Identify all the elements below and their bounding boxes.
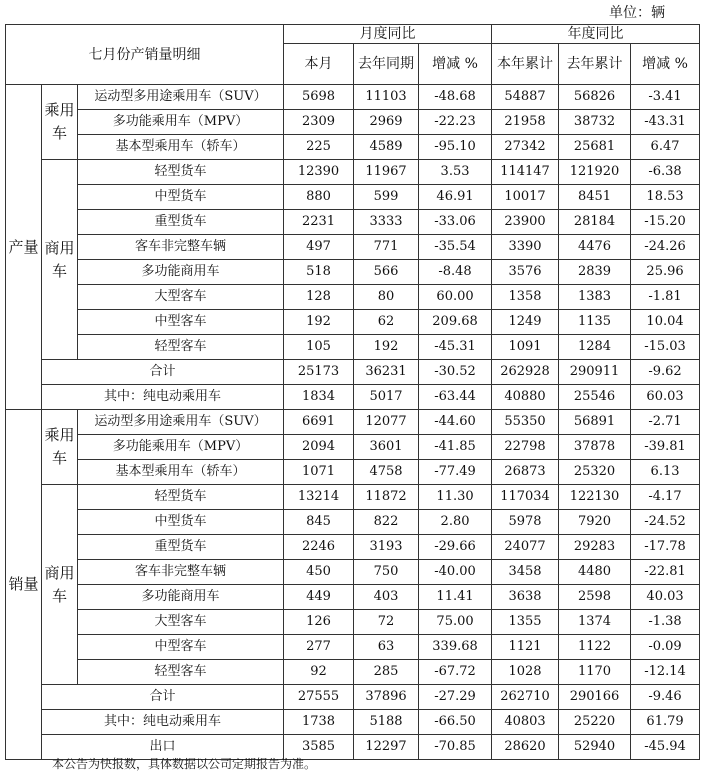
value-cell: 6.13 <box>631 460 700 485</box>
value-cell: 23900 <box>492 210 559 235</box>
value-cell: 12297 <box>354 735 419 760</box>
value-cell: 92 <box>284 660 354 685</box>
value-cell: -0.09 <box>631 635 700 660</box>
value-cell: -9.46 <box>631 685 700 710</box>
value-cell: 518 <box>284 260 354 285</box>
value-cell: 7920 <box>559 510 631 535</box>
value-cell: 25220 <box>559 710 631 735</box>
value-cell: 1355 <box>492 610 559 635</box>
value-cell: -24.26 <box>631 235 700 260</box>
row-label: 中型货车 <box>78 510 284 535</box>
value-cell: 25681 <box>559 135 631 160</box>
row-label: 重型货车 <box>78 535 284 560</box>
value-cell: 1071 <box>284 460 354 485</box>
value-cell: 1249 <box>492 310 559 335</box>
col-header-ytd: 本年累计 <box>492 44 559 85</box>
row-label: 多功能商用车 <box>78 260 284 285</box>
passenger-group-label: 乘用车 <box>42 85 78 160</box>
value-cell: 285 <box>354 660 419 685</box>
value-cell: -8.48 <box>419 260 492 285</box>
value-cell: 1170 <box>559 660 631 685</box>
row-label: 基本型乘用车（轿车） <box>78 135 284 160</box>
table-title: 七月份产销量明细 <box>6 25 284 85</box>
row-label: 大型客车 <box>78 610 284 635</box>
value-cell: -15.03 <box>631 335 700 360</box>
value-cell: 2598 <box>559 585 631 610</box>
value-cell: 3638 <box>492 585 559 610</box>
footnote: 本公告为快报数，具体数据以公司定期报告为准。 <box>52 757 317 771</box>
value-cell: 5978 <box>492 510 559 535</box>
value-cell: 1135 <box>559 310 631 335</box>
total-row <box>6 360 700 385</box>
value-cell: 28184 <box>559 210 631 235</box>
table-row <box>6 210 700 235</box>
value-cell: 11.30 <box>419 485 492 510</box>
value-cell: 63 <box>354 635 419 660</box>
value-cell: -9.62 <box>631 360 700 385</box>
value-cell: -22.23 <box>419 110 492 135</box>
value-cell: 1383 <box>559 285 631 310</box>
value-cell: 60.03 <box>631 385 700 410</box>
value-cell: -30.52 <box>419 360 492 385</box>
value-cell: -4.17 <box>631 485 700 510</box>
value-cell: 2094 <box>284 435 354 460</box>
value-cell: 117034 <box>492 485 559 510</box>
unit-label: 单位：辆 <box>609 5 665 21</box>
value-cell: 599 <box>354 185 419 210</box>
value-cell: 75.00 <box>419 610 492 635</box>
col-header-monthly-change: 增减 % <box>419 44 492 85</box>
value-cell: 54887 <box>492 85 559 110</box>
value-cell: 845 <box>284 510 354 535</box>
table-row <box>6 510 700 535</box>
value-cell: 1358 <box>492 285 559 310</box>
row-label: 中型货车 <box>78 185 284 210</box>
value-cell: -48.68 <box>419 85 492 110</box>
value-cell: 3333 <box>354 210 419 235</box>
row-label: 重型货车 <box>78 210 284 235</box>
value-cell: 339.68 <box>419 635 492 660</box>
ev-row <box>6 710 700 735</box>
value-cell: 37896 <box>354 685 419 710</box>
value-cell: 8451 <box>559 185 631 210</box>
value-cell: 4758 <box>354 460 419 485</box>
value-cell: 290166 <box>559 685 631 710</box>
table-row <box>6 85 700 110</box>
value-cell: -43.31 <box>631 110 700 135</box>
value-cell: 61.79 <box>631 710 700 735</box>
table-row <box>6 285 700 310</box>
sales-section-label: 销量 <box>6 410 42 760</box>
value-cell: -1.81 <box>631 285 700 310</box>
value-cell: 4480 <box>559 560 631 585</box>
value-cell: 1374 <box>559 610 631 635</box>
value-cell: 225 <box>284 135 354 160</box>
table-row <box>6 435 700 460</box>
value-cell: 192 <box>284 310 354 335</box>
value-cell: -22.81 <box>631 560 700 585</box>
value-cell: 25173 <box>284 360 354 385</box>
table-row <box>6 560 700 585</box>
col-header-last-year-month: 去年同期 <box>354 44 419 85</box>
row-label: 多功能乘用车（MPV） <box>78 435 284 460</box>
row-label: 运动型多用途乘用车（SUV） <box>78 85 284 110</box>
value-cell: 1284 <box>559 335 631 360</box>
total-row-label: 合计 <box>42 685 284 710</box>
table-row <box>6 585 700 610</box>
value-cell: 1122 <box>559 635 631 660</box>
value-cell: 11872 <box>354 485 419 510</box>
table-row <box>6 185 700 210</box>
value-cell: 40880 <box>492 385 559 410</box>
value-cell: 11103 <box>354 85 419 110</box>
value-cell: -45.31 <box>419 335 492 360</box>
value-cell: -12.14 <box>631 660 700 685</box>
table-row <box>6 260 700 285</box>
value-cell: 822 <box>354 510 419 535</box>
value-cell: 29283 <box>559 535 631 560</box>
row-label: 轻型货车 <box>78 160 284 185</box>
value-cell: 36231 <box>354 360 419 385</box>
value-cell: 403 <box>354 585 419 610</box>
passenger-group-label: 乘用车 <box>42 410 78 485</box>
table-row <box>6 310 700 335</box>
value-cell: 262928 <box>492 360 559 385</box>
commercial-group-label: 商用车 <box>42 160 78 360</box>
row-label: 基本型乘用车（轿车） <box>78 460 284 485</box>
value-cell: 771 <box>354 235 419 260</box>
value-cell: 2309 <box>284 110 354 135</box>
value-cell: 55350 <box>492 410 559 435</box>
value-cell: 40.03 <box>631 585 700 610</box>
value-cell: 25.96 <box>631 260 700 285</box>
table-row <box>6 610 700 635</box>
row-label: 轻型货车 <box>78 485 284 510</box>
table-row <box>6 110 700 135</box>
value-cell: -1.38 <box>631 610 700 635</box>
value-cell: 121920 <box>559 160 631 185</box>
row-label: 大型客车 <box>78 285 284 310</box>
col-header-last-ytd: 去年累计 <box>559 44 631 85</box>
value-cell: 46.91 <box>419 185 492 210</box>
value-cell: -44.60 <box>419 410 492 435</box>
value-cell: 209.68 <box>419 310 492 335</box>
value-cell: 60.00 <box>419 285 492 310</box>
production-section-label: 产量 <box>6 85 42 410</box>
total-row <box>6 685 700 710</box>
value-cell: -77.49 <box>419 460 492 485</box>
table-row <box>6 460 700 485</box>
value-cell: 28620 <box>492 735 559 760</box>
value-cell: 3576 <box>492 260 559 285</box>
yearly-group-header: 年度同比 <box>492 25 700 44</box>
value-cell: 880 <box>284 185 354 210</box>
value-cell: -40.00 <box>419 560 492 585</box>
value-cell: -24.52 <box>631 510 700 535</box>
value-cell: -63.44 <box>419 385 492 410</box>
value-cell: 12077 <box>354 410 419 435</box>
value-cell: -33.06 <box>419 210 492 235</box>
value-cell: -35.54 <box>419 235 492 260</box>
value-cell: -41.85 <box>419 435 492 460</box>
sales-production-table <box>5 24 700 760</box>
value-cell: -27.29 <box>419 685 492 710</box>
value-cell: 449 <box>284 585 354 610</box>
value-cell: 3.53 <box>419 160 492 185</box>
row-label: 客车非完整车辆 <box>78 235 284 260</box>
value-cell: 56891 <box>559 410 631 435</box>
value-cell: 21958 <box>492 110 559 135</box>
value-cell: 27342 <box>492 135 559 160</box>
value-cell: 1091 <box>492 335 559 360</box>
table-row <box>6 635 700 660</box>
value-cell: 1738 <box>284 710 354 735</box>
value-cell: 25320 <box>559 460 631 485</box>
value-cell: 262710 <box>492 685 559 710</box>
value-cell: -39.81 <box>631 435 700 460</box>
value-cell: 105 <box>284 335 354 360</box>
value-cell: 18.53 <box>631 185 700 210</box>
value-cell: 5017 <box>354 385 419 410</box>
value-cell: 56826 <box>559 85 631 110</box>
value-cell: 450 <box>284 560 354 585</box>
row-label: 中型客车 <box>78 635 284 660</box>
row-label: 轻型客车 <box>78 660 284 685</box>
value-cell: 2231 <box>284 210 354 235</box>
table-row <box>6 135 700 160</box>
value-cell: -67.72 <box>419 660 492 685</box>
value-cell: 27555 <box>284 685 354 710</box>
table-row <box>6 485 700 510</box>
value-cell: -2.71 <box>631 410 700 435</box>
value-cell: 1834 <box>284 385 354 410</box>
value-cell: -45.94 <box>631 735 700 760</box>
value-cell: 80 <box>354 285 419 310</box>
value-cell: 122130 <box>559 485 631 510</box>
value-cell: -66.50 <box>419 710 492 735</box>
table-row <box>6 160 700 185</box>
value-cell: -6.38 <box>631 160 700 185</box>
value-cell: 62 <box>354 310 419 335</box>
value-cell: -17.78 <box>631 535 700 560</box>
value-cell: 37878 <box>559 435 631 460</box>
value-cell: 2969 <box>354 110 419 135</box>
value-cell: 3601 <box>354 435 419 460</box>
value-cell: 3458 <box>492 560 559 585</box>
ev-row <box>6 385 700 410</box>
monthly-group-header: 月度同比 <box>284 25 492 44</box>
row-label: 多功能商用车 <box>78 585 284 610</box>
row-label: 中型客车 <box>78 310 284 335</box>
value-cell: -95.10 <box>419 135 492 160</box>
value-cell: 52940 <box>559 735 631 760</box>
value-cell: 497 <box>284 235 354 260</box>
value-cell: 750 <box>354 560 419 585</box>
value-cell: 38732 <box>559 110 631 135</box>
value-cell: 128 <box>284 285 354 310</box>
value-cell: 3193 <box>354 535 419 560</box>
value-cell: 5698 <box>284 85 354 110</box>
value-cell: 3390 <box>492 235 559 260</box>
value-cell: 6691 <box>284 410 354 435</box>
total-row-label: 合计 <box>42 360 284 385</box>
value-cell: 24077 <box>492 535 559 560</box>
value-cell: -3.41 <box>631 85 700 110</box>
table-row <box>6 335 700 360</box>
value-cell: 2246 <box>284 535 354 560</box>
row-label: 客车非完整车辆 <box>78 560 284 585</box>
table-row <box>6 535 700 560</box>
export-row-label: 出口 <box>42 735 284 760</box>
value-cell: 10017 <box>492 185 559 210</box>
value-cell: 126 <box>284 610 354 635</box>
value-cell: -70.85 <box>419 735 492 760</box>
commercial-group-label: 商用车 <box>42 485 78 685</box>
value-cell: 72 <box>354 610 419 635</box>
value-cell: 4589 <box>354 135 419 160</box>
row-label: 运动型多用途乘用车（SUV） <box>78 410 284 435</box>
value-cell: 192 <box>354 335 419 360</box>
row-label: 多功能乘用车（MPV） <box>78 110 284 135</box>
value-cell: 2839 <box>559 260 631 285</box>
col-header-yearly-change: 增减 % <box>631 44 700 85</box>
value-cell: 22798 <box>492 435 559 460</box>
col-header-this-month: 本月 <box>284 44 354 85</box>
value-cell: 11.41 <box>419 585 492 610</box>
table-row <box>6 660 700 685</box>
value-cell: 13214 <box>284 485 354 510</box>
value-cell: 11967 <box>354 160 419 185</box>
value-cell: 40803 <box>492 710 559 735</box>
value-cell: 10.04 <box>631 310 700 335</box>
value-cell: 12390 <box>284 160 354 185</box>
value-cell: 25546 <box>559 385 631 410</box>
value-cell: -29.66 <box>419 535 492 560</box>
ev-row-label: 其中：纯电动乘用车 <box>42 385 284 410</box>
ev-row-label: 其中：纯电动乘用车 <box>42 710 284 735</box>
value-cell: 3585 <box>284 735 354 760</box>
value-cell: 277 <box>284 635 354 660</box>
value-cell: 2.80 <box>419 510 492 535</box>
value-cell: 114147 <box>492 160 559 185</box>
value-cell: -15.20 <box>631 210 700 235</box>
value-cell: 1121 <box>492 635 559 660</box>
value-cell: 4476 <box>559 235 631 260</box>
value-cell: 566 <box>354 260 419 285</box>
value-cell: 5188 <box>354 710 419 735</box>
value-cell: 290911 <box>559 360 631 385</box>
value-cell: 6.47 <box>631 135 700 160</box>
table-row <box>6 235 700 260</box>
table-row <box>6 410 700 435</box>
row-label: 轻型客车 <box>78 335 284 360</box>
value-cell: 26873 <box>492 460 559 485</box>
value-cell: 1028 <box>492 660 559 685</box>
